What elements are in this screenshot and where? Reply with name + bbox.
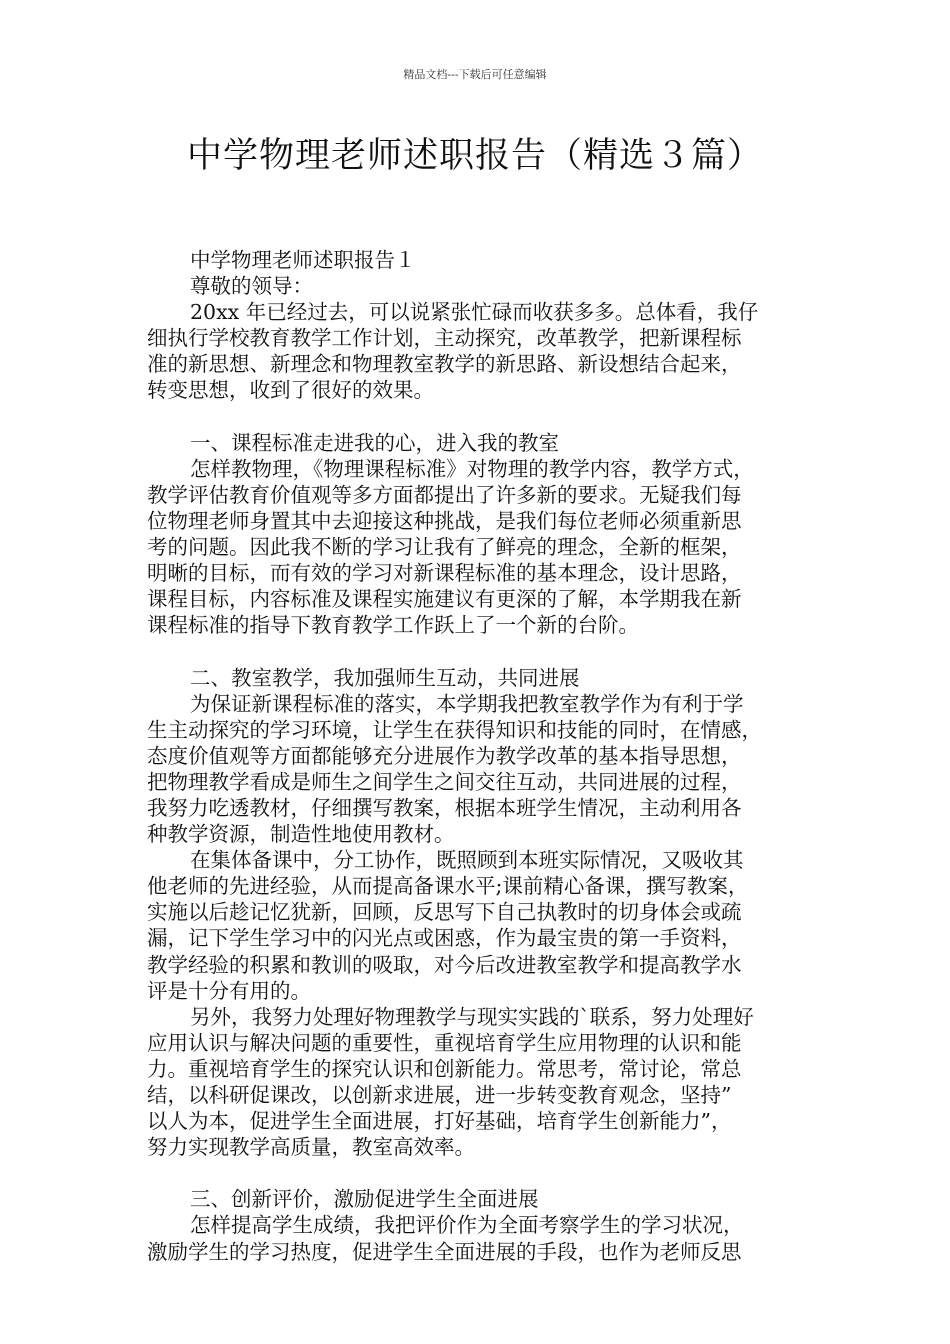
text-line: 实施以后趁记忆犹新，回顾，反思写下自己执教时的切身体会或疏 bbox=[147, 900, 742, 925]
text-line: 中学物理老师述职报告１ bbox=[190, 248, 416, 272]
text-line: 以人为本，促进学生全面进展，打好基础，培育学生创新能力”， bbox=[147, 1109, 732, 1134]
text-line: 怎样教物理，《物理课程标准》对物理的教学内容，教学方式， bbox=[190, 456, 754, 481]
text-line: 明晰的目标，而有效的学习对新课程标准的基本理念，设计思路， bbox=[147, 561, 742, 586]
paragraph-gap bbox=[147, 638, 825, 664]
text-line: 怎样提高学生成绩，我把评价作为全面考察学生的学习状况， bbox=[190, 1213, 744, 1238]
text-line: 力。重视培育学生的探究认识和创新能力。常思考，常讨论，常总 bbox=[147, 1056, 742, 1081]
text-line: 为保证新课程标准的落实，本学期我把教室教学作为有利于学 bbox=[190, 691, 744, 716]
text-line: 种教学资源，制造性地使用教材。 bbox=[147, 822, 455, 847]
text-line: 转变思想，收到了很好的效果。 bbox=[147, 378, 434, 403]
text-line: 一、课程标准走进我的心，进入我的教室 bbox=[190, 430, 559, 455]
text-line: 另外，我努力处理好物理教学与现实实践的`联系，努力处理好 bbox=[190, 1004, 754, 1029]
paragraph-gap bbox=[147, 404, 825, 430]
header-note: 精品文档---下载后可任意编辑 bbox=[403, 68, 547, 81]
text-line: 激励学生的学习热度，促进学生全面进展的手段，也作为老师反思 bbox=[147, 1239, 742, 1264]
text-line: 课程目标，内容标准及课程实施建议有更深的了解，本学期我在新 bbox=[147, 587, 742, 612]
text-line: 他老师的先进经验，从而提高备课水平;课前精心备课，撰写教案， bbox=[147, 874, 749, 899]
text-line: 课程标准的指导下教育教学工作跃上了一个新的台阶。 bbox=[147, 613, 639, 638]
text-line: 应用认识与解决问题的重要性，重视培育学生应用物理的认识和能 bbox=[147, 1030, 742, 1055]
text-line: 我努力吃透教材，仔细撰写教案，根据本班学生情况，主动利用各 bbox=[147, 795, 742, 820]
text-line: 教学经验的积累和教训的吸取，对今后改进教室教学和提高教学水 bbox=[147, 952, 742, 977]
text-line: 考的问题。因此我不断的学习让我有了鲜亮的理念，全新的框架， bbox=[147, 535, 742, 560]
text-line: 态度价值观等方面都能够充分进展作为教学改革的基本指导思想， bbox=[147, 743, 742, 768]
text-line: 尊敬的领导： bbox=[190, 274, 313, 299]
document-body bbox=[147, 247, 825, 1265]
paragraph-gap bbox=[147, 1160, 825, 1186]
text-line: 三、创新评价，激励促进学生全面进展 bbox=[190, 1187, 539, 1212]
text-line: 漏，记下学生学习中的闪光点或困惑，作为最宝贵的第一手资料， bbox=[147, 926, 742, 951]
text-line: 二、教室教学，我加强师生互动，共同进展 bbox=[190, 665, 580, 690]
text-line: 准的新思想、新理念和物理教室教学的新思路、新设想结合起来， bbox=[147, 352, 742, 377]
text-line: 教学评估教育价值观等多方面都提出了许多新的要求。无疑我们每 bbox=[147, 482, 742, 507]
text-line: 20xx 年已经过去，可以说紧张忙碌而收获多多。总体看，我仔 bbox=[190, 300, 759, 325]
text-line: 努力实现教学高质量，教室高效率。 bbox=[147, 1135, 475, 1160]
text-line: 评是十分有用的。 bbox=[147, 978, 311, 1003]
text-line: 细执行学校教育教学工作计划，主动探究，改革教学，把新课程标 bbox=[147, 326, 742, 351]
text-line: 生主动探究的学习环境，让学生在获得知识和技能的同时，在情感， bbox=[147, 717, 762, 742]
text-line: 位物理老师身置其中去迎接这种挑战，是我们每位老师必须重新思 bbox=[147, 508, 742, 533]
text-line: 把物理教学看成是师生之间学生之间交往互动，共同进展的过程， bbox=[147, 769, 742, 794]
text-line: 在集体备课中，分工协作，既照顾到本班实际情况，又吸收其 bbox=[190, 848, 744, 873]
text-line: 结，以科研促课改，以创新求进展，进一步转变教育观念，坚持” bbox=[147, 1083, 732, 1107]
document-title: 中学物理老师述职报告（精选３篇） bbox=[186, 136, 763, 176]
